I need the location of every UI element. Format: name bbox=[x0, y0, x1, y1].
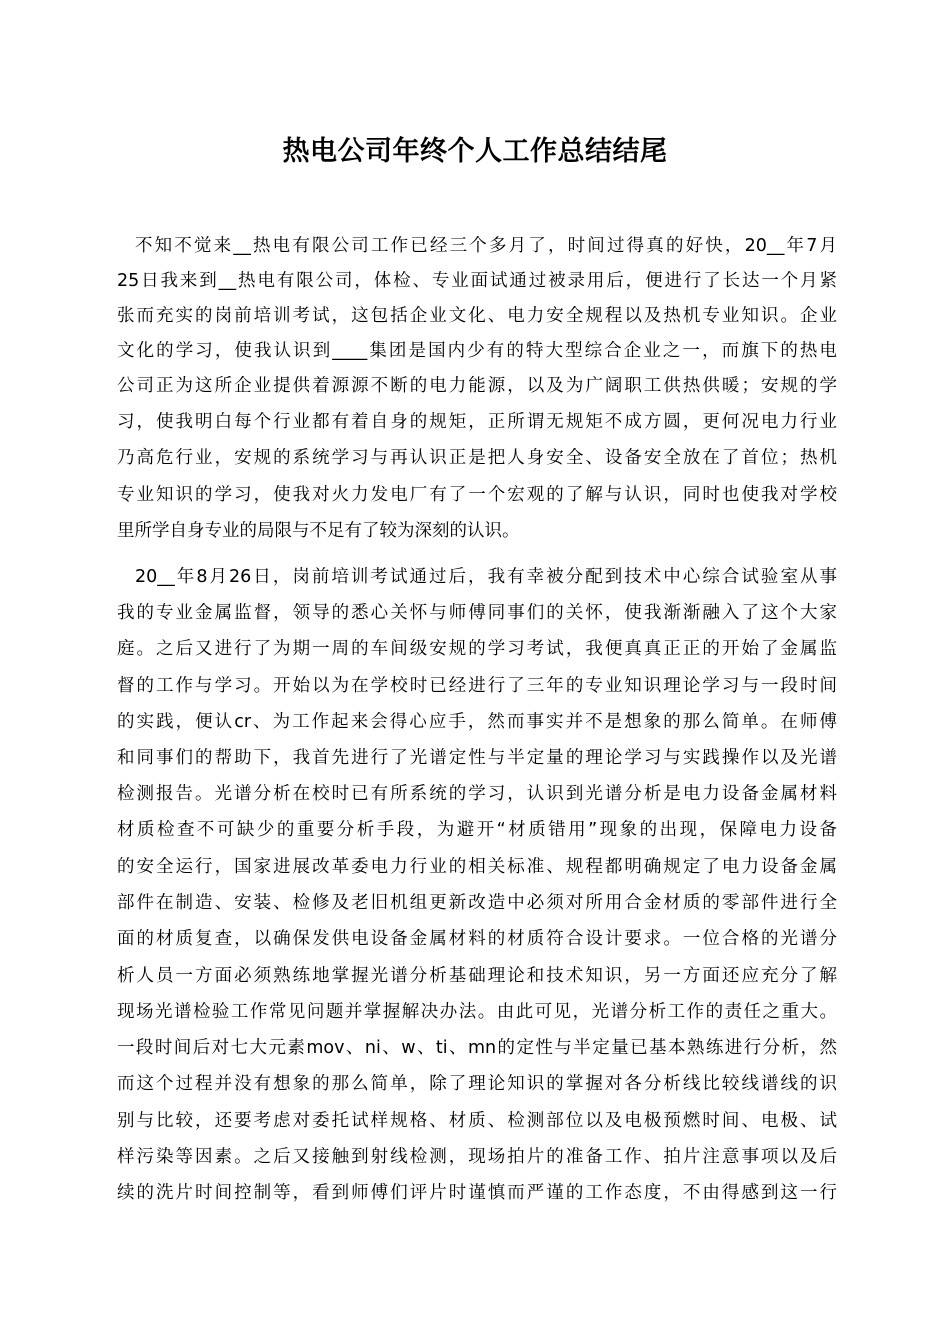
paragraph-1-line: 25日我来到__热电有限公司，体检、专业面试通过被录用后，便进行了长达一个月紧 bbox=[117, 271, 837, 291]
paragraph-2-line: 析人员一方面必须熟练地掌握光谱分析基础理论和技术知识，另一方面还应充分了解 bbox=[117, 966, 837, 986]
paragraph-1-line: 文化的学习，使我认识到____集团是国内少有的特大型综合企业之一，而旗下的热电 bbox=[117, 341, 837, 361]
paragraph-1-line: 不知不觉来__热电有限公司工作已经三个多月了，时间过得真的好快，20__年7月 bbox=[135, 236, 837, 256]
paragraph-2-line: 样污染等因素。之后又接触到射线检测，现场拍片的准备工作、拍片注意事项以及后 bbox=[117, 1147, 837, 1167]
paragraph-2-line: 我的专业金属监督，领导的悉心关怀与师傅同事们的关怀，使我渐渐融入了这个大家 bbox=[117, 603, 837, 623]
paragraph-2-line: 部件在制造、安装、检修及老旧机组更新改造中必须对所用合金材质的零部件进行全 bbox=[117, 893, 837, 913]
paragraph-2-line: 别与比较，还要考虑对委托试样规格、材质、检测部位以及电极预燃时间、电极、试 bbox=[117, 1111, 837, 1131]
paragraph-2-line: 检测报告。光谱分析在校时已有所系统的学习，认识到光谱分析是电力设备金属材料 bbox=[117, 784, 837, 804]
paragraph-2-line: 材质检查不可缺少的重要分析手段，为避开“材质错用”现象的出现，保障电力设备 bbox=[117, 820, 837, 840]
paragraph-2-line: 督的工作与学习。开始以为在学校时已经进行了三年的专业知识理论学习与一段时间 bbox=[117, 676, 837, 696]
paragraph-2-line: 和同事们的帮助下，我首先进行了光谱定性与半定量的理论学习与实践操作以及光谱 bbox=[117, 748, 837, 768]
paragraph-1-line: 专业知识的学习，使我对火力发电厂有了一个宏观的了解与认识，同时也使我对学校 bbox=[117, 485, 837, 505]
paragraph-2-line: 的实践，便认cr、为工作起来会得心应手，然而事实并不是想象的那么简单。在师傅 bbox=[117, 712, 837, 732]
paragraph-2-line: 而这个过程并没有想象的那么简单，除了理论知识的掌握对各分析线比较线谱线的识 bbox=[117, 1074, 837, 1094]
paragraph-1-line: 公司正为这所企业提供着源源不断的电力能源，以及为广阔职工供热供暖；安规的学 bbox=[117, 376, 837, 396]
paragraph-1-line: 习，使我明白每个行业都有着自身的规矩，正所谓无规矩不成方圆，更何况电力行业 bbox=[117, 412, 837, 432]
paragraph-2-line: 续的洗片时间控制等，看到师傅们评片时谨慎而严谨的工作态度，不由得感到这一行 bbox=[117, 1183, 837, 1203]
paragraph-2-line: 一段时间后对七大元素mov、ni、w、ti、mn的定性与半定量已基本熟练进行分析，然 bbox=[117, 1038, 837, 1058]
paragraph-2-line: 面的材质复查，以确保发供电设备金属材料的材质符合设计要求。一位合格的光谱分 bbox=[117, 929, 837, 949]
paragraph-2-line: 的安全运行，国家进展改革委电力行业的相关标准、规程都明确规定了电力设备金属 bbox=[117, 857, 837, 877]
paragraph-2-line: 庭。之后又进行了为期一周的车间级安规的学习考试，我便真真正正的开始了金属监 bbox=[117, 639, 837, 659]
paragraph-1-line: 张而充实的岗前培训考试，这包括企业文化、电力安全规程以及热机专业知识。企业 bbox=[117, 306, 837, 326]
document-title: 热电公司年终个人工作总结结尾 bbox=[282, 136, 668, 167]
paragraph-2-line: 20__年8月26日，岗前培训考试通过后，我有幸被分配到技术中心综合试验室从事 bbox=[135, 567, 837, 587]
paragraph-2-line: 现场光谱检验工作常见问题并掌握解决办法。由此可见，光谱分析工作的责任之重大。 bbox=[117, 1002, 837, 1022]
paragraph-1-line: 里所学自身专业的局限与不足有了较为深刻的认识。 bbox=[117, 521, 520, 541]
paragraph-1-line: 乃高危行业，安规的系统学习与再认识正是把人身安全、设备安全放在了首位；热机 bbox=[117, 448, 837, 468]
